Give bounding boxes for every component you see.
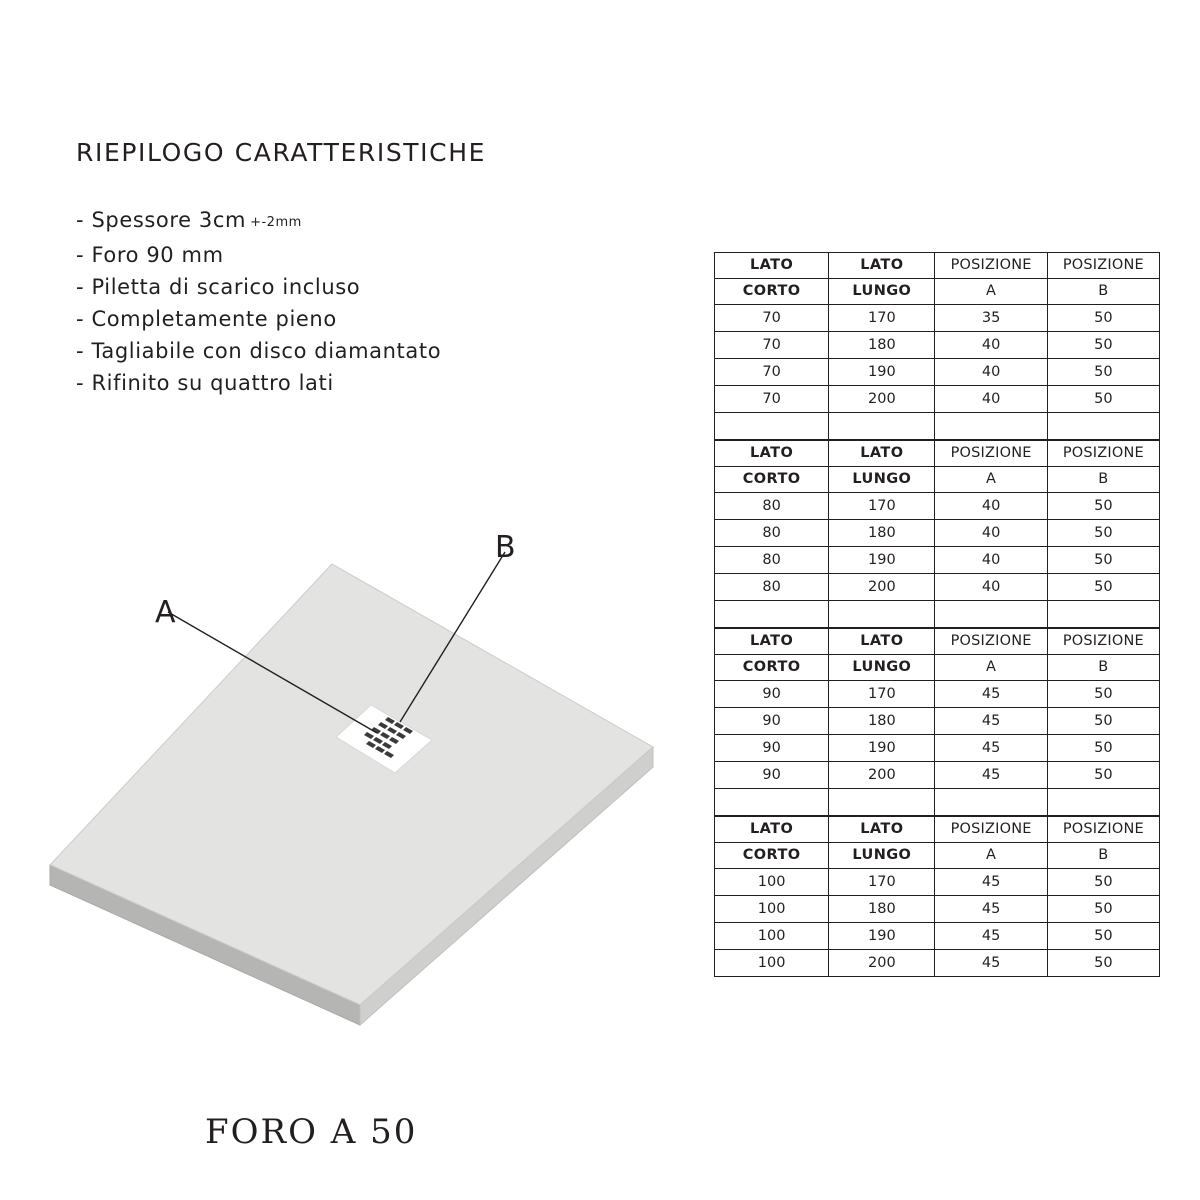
cell-posizione-a: 35: [935, 305, 1047, 332]
cell-posizione-a: 40: [935, 386, 1047, 413]
cell-posizione-b: 50: [1047, 493, 1159, 520]
cell-lato-corto: 100: [715, 896, 829, 923]
table-row: [715, 547, 1160, 574]
feature-text: - Foro 90 mm: [76, 243, 224, 267]
column-header: LUNGO: [829, 467, 935, 493]
cell-posizione-b: 50: [1047, 386, 1159, 413]
cell-posizione-a: 40: [935, 359, 1047, 386]
column-header: LUNGO: [829, 279, 935, 305]
cell-lato-lungo: 190: [829, 923, 935, 950]
cell-lato-lungo: 200: [829, 762, 935, 789]
cell-posizione-b: 50: [1047, 869, 1159, 896]
column-header: CORTO: [715, 655, 829, 681]
column-header: LUNGO: [829, 843, 935, 869]
cell-posizione-a: 45: [935, 735, 1047, 762]
cell-posizione-b: 50: [1047, 359, 1159, 386]
cell-posizione-b: 50: [1047, 681, 1159, 708]
spacer-cell: [1047, 789, 1159, 816]
feature-text: - Spessore 3cm: [76, 208, 247, 232]
table-header-row: [715, 629, 1160, 655]
column-header: LATO: [715, 629, 829, 655]
table-row: [715, 332, 1160, 359]
spacer-cell: [829, 413, 935, 440]
cell-posizione-a: 40: [935, 574, 1047, 601]
column-header: POSIZIONE: [935, 441, 1047, 467]
table-row: [715, 735, 1160, 762]
cell-posizione-b: 50: [1047, 735, 1159, 762]
spacer-cell: [1047, 601, 1159, 628]
table-row: [715, 493, 1160, 520]
list-item: [76, 271, 676, 303]
cell-lato-corto: 100: [715, 869, 829, 896]
feature-text: - Completamente pieno: [76, 307, 337, 331]
spec-table: [714, 440, 1160, 628]
list-item: [76, 367, 676, 399]
cell-posizione-b: 50: [1047, 923, 1159, 950]
table-row: [715, 359, 1160, 386]
spacer-cell: [935, 601, 1047, 628]
tray-top-face: [50, 564, 653, 1005]
spacer-cell: [715, 789, 829, 816]
spacer-cell: [715, 601, 829, 628]
cell-posizione-a: 45: [935, 708, 1047, 735]
column-header: POSIZIONE: [1047, 441, 1159, 467]
column-header: LATO: [715, 441, 829, 467]
cell-lato-lungo: 180: [829, 708, 935, 735]
cell-lato-lungo: 170: [829, 869, 935, 896]
cell-posizione-b: 50: [1047, 574, 1159, 601]
cell-lato-lungo: 190: [829, 547, 935, 574]
spacer-cell: [1047, 413, 1159, 440]
cell-lato-lungo: 170: [829, 681, 935, 708]
table-row: [715, 305, 1160, 332]
cell-lato-lungo: 180: [829, 332, 935, 359]
page-title: RIEPILOGO CARATTERISTICHE: [76, 138, 486, 167]
cell-lato-corto: 70: [715, 386, 829, 413]
spec-table: [714, 252, 1160, 440]
column-header: A: [935, 279, 1047, 305]
cell-lato-lungo: 170: [829, 493, 935, 520]
cell-lato-lungo: 180: [829, 520, 935, 547]
column-header: A: [935, 843, 1047, 869]
cell-lato-corto: 80: [715, 493, 829, 520]
column-header: LATO: [715, 817, 829, 843]
cell-posizione-a: 45: [935, 681, 1047, 708]
cell-lato-corto: 80: [715, 547, 829, 574]
table-row: [715, 574, 1160, 601]
cell-lato-corto: 100: [715, 950, 829, 977]
callout-label-a: A: [155, 595, 176, 630]
cell-posizione-b: 50: [1047, 762, 1159, 789]
feature-text: - Rifinito su quattro lati: [76, 371, 334, 395]
spacer-cell: [715, 413, 829, 440]
table-header-row: [715, 655, 1160, 681]
cell-posizione-a: 45: [935, 923, 1047, 950]
cell-lato-corto: 80: [715, 574, 829, 601]
cell-posizione-a: 40: [935, 520, 1047, 547]
table-row: [715, 708, 1160, 735]
column-header: B: [1047, 467, 1159, 493]
spacer-cell: [829, 601, 935, 628]
cell-posizione-b: 50: [1047, 332, 1159, 359]
column-header: B: [1047, 655, 1159, 681]
table-header-row: [715, 817, 1160, 843]
table-spacer-row: [715, 601, 1160, 628]
table-row: [715, 681, 1160, 708]
cell-posizione-a: 45: [935, 762, 1047, 789]
column-header: A: [935, 467, 1047, 493]
column-header: POSIZIONE: [1047, 817, 1159, 843]
column-header: POSIZIONE: [935, 629, 1047, 655]
cell-posizione-a: 40: [935, 493, 1047, 520]
list-item: [76, 335, 676, 367]
cell-posizione-a: 40: [935, 547, 1047, 574]
feature-tolerance: +-2mm: [250, 215, 302, 230]
cell-lato-lungo: 170: [829, 305, 935, 332]
column-header: POSIZIONE: [1047, 253, 1159, 279]
table-row: [715, 762, 1160, 789]
feature-text: - Piletta di scarico incluso: [76, 275, 361, 299]
cell-lato-corto: 80: [715, 520, 829, 547]
callout-label-b: B: [495, 530, 516, 565]
column-header: LUNGO: [829, 655, 935, 681]
cell-posizione-a: 45: [935, 950, 1047, 977]
table-header-row: [715, 467, 1160, 493]
cell-lato-corto: 90: [715, 735, 829, 762]
table-row: [715, 950, 1160, 977]
table-spacer-row: [715, 789, 1160, 816]
table-header-row: [715, 253, 1160, 279]
cell-posizione-b: 50: [1047, 708, 1159, 735]
table-row: [715, 386, 1160, 413]
cell-lato-corto: 70: [715, 332, 829, 359]
table-row: [715, 896, 1160, 923]
cell-lato-corto: 100: [715, 923, 829, 950]
list-item: [76, 303, 676, 335]
column-header: B: [1047, 843, 1159, 869]
spacer-cell: [935, 413, 1047, 440]
cell-posizione-b: 50: [1047, 950, 1159, 977]
column-header: LATO: [715, 253, 829, 279]
feature-text: - Tagliabile con disco diamantato: [76, 339, 442, 363]
diagram-caption: FORO A 50: [205, 1112, 418, 1152]
list-item: [76, 239, 676, 271]
cell-lato-corto: 70: [715, 305, 829, 332]
spec-table: [714, 628, 1160, 816]
cell-lato-corto: 90: [715, 762, 829, 789]
cell-posizione-b: 50: [1047, 305, 1159, 332]
column-header: A: [935, 655, 1047, 681]
table-spacer-row: [715, 413, 1160, 440]
table-header-row: [715, 279, 1160, 305]
cell-lato-lungo: 180: [829, 896, 935, 923]
table-header-row: [715, 843, 1160, 869]
table-header-row: [715, 441, 1160, 467]
cell-lato-lungo: 200: [829, 574, 935, 601]
table-row: [715, 869, 1160, 896]
shower-tray-illustration: [40, 520, 700, 1060]
column-header: POSIZIONE: [1047, 629, 1159, 655]
table-row: [715, 923, 1160, 950]
column-header: POSIZIONE: [935, 817, 1047, 843]
column-header: CORTO: [715, 843, 829, 869]
cell-posizione-b: 50: [1047, 896, 1159, 923]
cell-lato-lungo: 200: [829, 950, 935, 977]
feature-list: [76, 204, 676, 399]
specification-tables: [714, 252, 1160, 977]
column-header: LATO: [829, 441, 935, 467]
cell-lato-lungo: 200: [829, 386, 935, 413]
list-item: [76, 204, 676, 239]
shower-tray-drawing: [40, 520, 700, 1060]
cell-lato-corto: 90: [715, 708, 829, 735]
column-header: CORTO: [715, 467, 829, 493]
spacer-cell: [829, 789, 935, 816]
column-header: CORTO: [715, 279, 829, 305]
table-row: [715, 520, 1160, 547]
column-header: LATO: [829, 629, 935, 655]
cell-lato-lungo: 190: [829, 359, 935, 386]
column-header: B: [1047, 279, 1159, 305]
column-header: LATO: [829, 253, 935, 279]
cell-lato-corto: 70: [715, 359, 829, 386]
spec-table: [714, 816, 1160, 977]
cell-posizione-a: 45: [935, 896, 1047, 923]
cell-posizione-b: 50: [1047, 547, 1159, 574]
spacer-cell: [935, 789, 1047, 816]
cell-posizione-a: 40: [935, 332, 1047, 359]
column-header: POSIZIONE: [935, 253, 1047, 279]
cell-posizione-b: 50: [1047, 520, 1159, 547]
column-header: LATO: [829, 817, 935, 843]
cell-lato-corto: 90: [715, 681, 829, 708]
cell-posizione-a: 45: [935, 869, 1047, 896]
cell-lato-lungo: 190: [829, 735, 935, 762]
